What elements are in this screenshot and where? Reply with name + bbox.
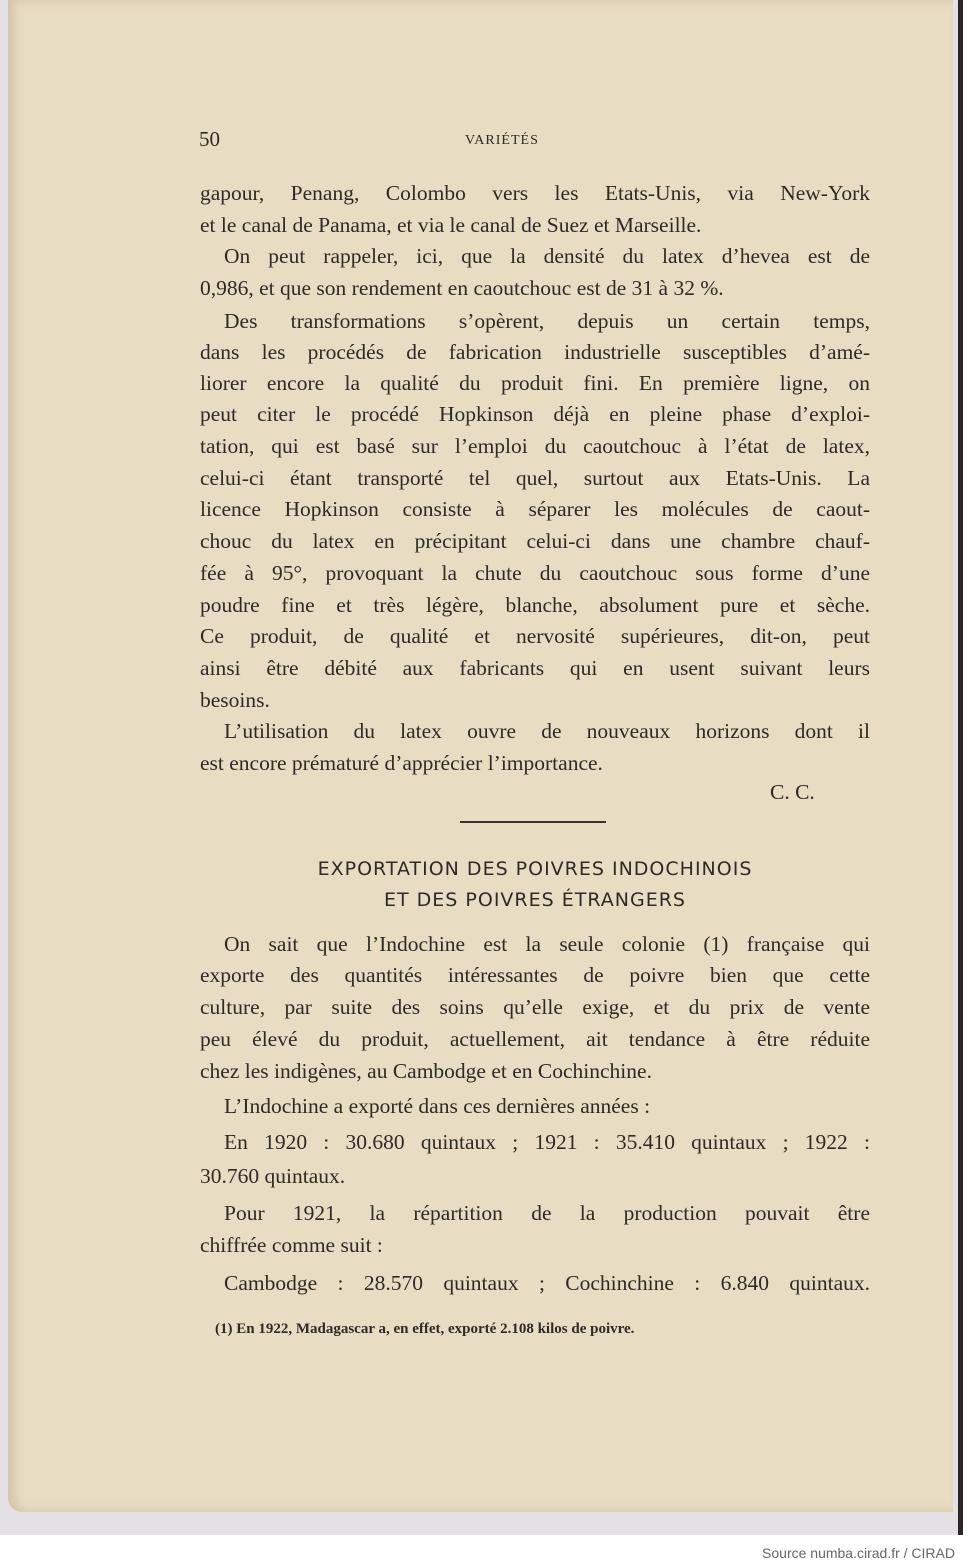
- section-divider: [460, 821, 606, 823]
- text-line: besoins.: [200, 688, 270, 712]
- text-line: culture, par suite des soins qu’elle exige, et du prix de vente: [200, 995, 870, 1019]
- page-number: 50: [199, 127, 220, 151]
- signature: C. C.: [770, 780, 815, 804]
- text-line: ainsi être débité aux fabricants qui en usent suivant leurs: [200, 656, 870, 680]
- text-line: est encore prématuré d’apprécier l’importance.: [200, 751, 603, 775]
- text-line: tation, qui est basé sur l’emploi du caoutchouc à l’état de latex,: [200, 434, 870, 458]
- text-line: On peut rappeler, ici, que la densité du latex d’hevea est de: [224, 244, 870, 268]
- text-line: peu élevé du produit, actuellement, ait tendance à être réduite: [200, 1027, 870, 1051]
- text-line: Pour 1921, la répartition de la production pouvait être: [224, 1201, 870, 1225]
- book-edge: [958, 0, 963, 1535]
- text-line: dans les procédés de fabrication industrielle susceptibles d’amé-: [200, 340, 870, 364]
- text-line: exporte des quantités intéressantes de poivre bien que cette: [200, 963, 870, 987]
- text-line: Des transformations s’opèrent, depuis un certain temps,: [224, 309, 870, 333]
- text-line: En 1920 : 30.680 quintaux ; 1921 : 35.410 quintaux ; 1922 :: [224, 1130, 870, 1154]
- text-line: et le canal de Panama, et via le canal de Suez et Marseille.: [200, 213, 702, 237]
- source-credit: Source numba.cirad.fr / CIRAD: [762, 1545, 955, 1561]
- text-line: 30.760 quintaux.: [200, 1164, 346, 1188]
- text-line: chiffrée comme suit :: [200, 1233, 383, 1257]
- text-line: peut citer le procédé Hopkinson déjà en pleine phase d’exploi-: [200, 402, 870, 426]
- running-head: VARIÉTÉS: [465, 133, 539, 148]
- text-line: 0,986, et que son rendement en caoutchouc est de 31 à 32 %.: [200, 276, 724, 300]
- footnote: (1) En 1922, Madagascar a, en effet, exporté 2.108 kilos de poivre.: [215, 1321, 635, 1337]
- text-line: fée à 95°, provoquant la chute du caoutchouc sous forme d’une: [200, 561, 870, 585]
- text-line: On sait que l’Indochine est la seule colonie (1) française qui: [224, 932, 870, 956]
- text-line: licence Hopkinson consiste à séparer les molécules de caout-: [200, 497, 870, 521]
- text-line: Ce produit, de qualité et nervosité supérieures, dit-on, peut: [200, 624, 870, 648]
- text-line: chouc du latex en précipitant celui-ci dans une chambre chauf-: [200, 529, 870, 553]
- section-title-line1: EXPORTATION DES POIVRES INDOCHINOIS: [317, 858, 753, 880]
- text-line: L’utilisation du latex ouvre de nouveaux horizons dont il: [224, 719, 870, 743]
- text-line: chez les indigènes, au Cambodge et en Cochinchine.: [200, 1059, 652, 1083]
- text-line: L’Indochine a exporté dans ces dernières années :: [224, 1094, 651, 1118]
- text-line: liorer encore la qualité du produit fini. En première ligne, on: [200, 371, 870, 395]
- text-line: gapour, Penang, Colombo vers les Etats-Unis, via New-York: [200, 181, 870, 205]
- section-title-line2: ET DES POIVRES ÉTRANGERS: [384, 889, 686, 911]
- text-line: poudre fine et très légère, blanche, absolument pure et sèche.: [200, 593, 870, 617]
- text-line: Cambodge : 28.570 quintaux ; Cochinchine : 6.840 quintaux.: [224, 1271, 870, 1295]
- text-line: celui-ci étant transporté tel quel, surtout aux Etats-Unis. La: [200, 466, 870, 490]
